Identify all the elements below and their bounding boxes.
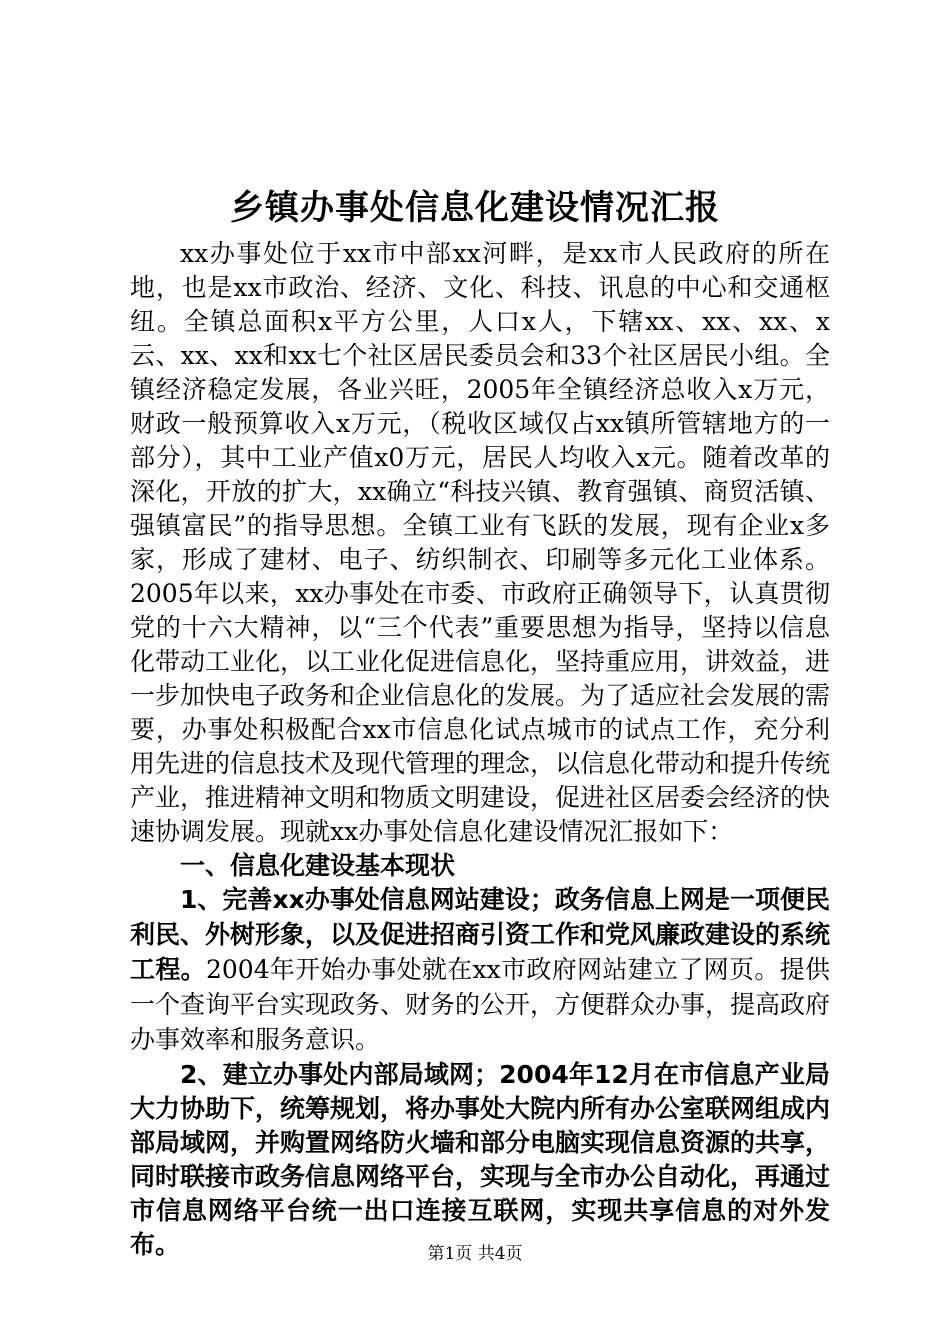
item-2-paragraph: 2、建立办事处内部局域网；2004年12月在市信息产业局大力协助下，统筹规划，将办事处大院内所有办公室联网组成内部局域网，并购置网络防火墙和部分电脑实现信息资源的共享，同时联接市政务信息网络平台，实现与全市办公自动化，再通过市信息网络平台统一出口连接互联网，实现共享信息的对外发布。 <box>130 1060 831 1259</box>
item-1-paragraph <box>130 883 830 1058</box>
document-body <box>130 237 830 1262</box>
intro-paragraph: xx办事处位于xx市中部xx河畔，是xx市人民政府的所在地，也是xx市政治、经济、文化、科技、讯息的中心和交通枢纽。全镇总面积x平方公里，人口x人，下辖xx、xx、xx、x云、xx、xx和xx七个社区居民委员会和33个社区居民小组。全镇经济稳定发展，各业兴旺，2005年全镇经济总收入x万元，财政一般预算收入x万元，（税收区域仅占xx镇所管辖地方的一部分），其中工业产值x0万元，居民人均收入x元。随着改革的深化，开放的扩大，xx确立“科技兴镇、教育强镇、商贸活镇、强镇富民”的指导思想。全镇工业有飞跃的发展，现有企业x多家，形成了建材、电子、纺织制衣、印刷等多元化工业体系。2005年以来，xx办事处在市委、市政府正确领导下，认真贯彻党的十六大精神，以“三个代表”重要思想为指导，坚持以信息化带动工业化，以工业化促进信息化，坚持重应用，讲效益，进一步加快电子政务和企业信息化的发展。为了适应社会发展的需要，办事处积极配合xx市信息化试点城市的试点工作，充分利用先进的信息技术及现代管理的理念，以信息化带动和提升传统产业，推进精神文明和物质文明建设，促进社区居委会经济的快速协调发展。现就xx办事处信息化建设情况汇报如下： <box>130 239 831 846</box>
item-1-lead-text: 1、完善xx办事处信息网站建设；政务信息上网是一项便民利民、外树形象，以及促进招商引资工作和党风廉政建设的系统工程。 <box>130 885 831 984</box>
item-1-rest-text: 2004年开始办事处就在xx市政府网站建立了网页。提供一个查询平台实现政务、财务的公开，方便群众办事，提高政府办事效率和服务意识。 <box>130 955 831 1054</box>
page-number-footer: 第1页 共4页 <box>427 1244 523 1264</box>
section-heading: 一、信息化建设基本现状 <box>180 851 456 880</box>
document-title: 乡镇办事处信息化建设情况汇报 <box>230 188 720 228</box>
